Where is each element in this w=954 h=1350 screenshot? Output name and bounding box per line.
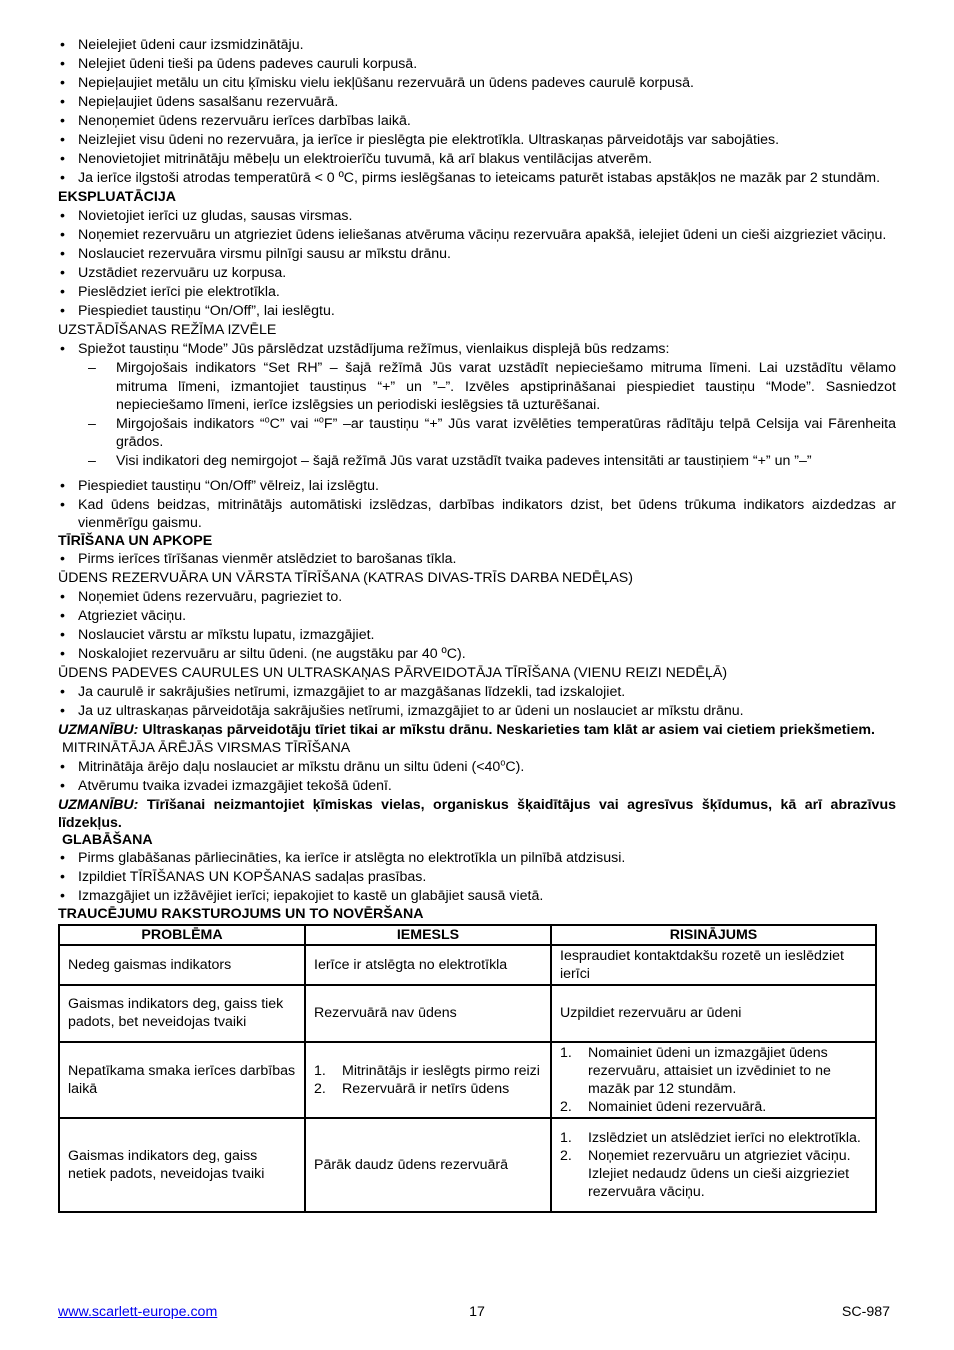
warning-note: UZMANĪBU: Ultraskaņas pārveidotāju tīriet tikai ar mīkstu drānu. Neskarieties tam klāt ar asiem vai cietiem priekšmetiem. [58, 721, 875, 738]
list-item: • Piespiediet taustiņu “On/Off” vēlreiz, lai izslēgtu. [58, 477, 896, 496]
column-header-cause: IEMESLS [305, 925, 551, 945]
list-item: • Neizlejiet visu ūdeni no rezervuāra, ja ierīce ir pieslēgta pie elektrotīkla. Ultraskaņas pārveidotājs var sabojāties. [58, 131, 896, 150]
table-cell: Pārāk daudz ūdens rezervuārā [305, 1118, 551, 1212]
page-number: 17 [469, 1304, 485, 1320]
table-row [59, 1042, 876, 1118]
section-title-mode: UZSTĀDĪŠANAS REŽĪMA IZVĒLE [58, 322, 277, 338]
table-cell [551, 1118, 876, 1212]
subsection-title-reservoir: ŪDENS REZERVUĀRA UN VĀRSTA TĪRĪŠANA (KATRAS DIVAS-TRĪS DARBA NEDĒĻAS) [58, 569, 633, 586]
dash-item: – Mirgojošais indikators “Set RH” – šajā režīmā Jūs varat uzstādīt nepieciešamo mitruma līmeni. Lai uzstādītu vēlamo mitruma līmeni, izmantojiet taustiņus “+” un ”–”. Izvēles apstiprināšanai piespiediet taustiņu “Mode”. Sasniedzot nepieciešamo līmeni, ierīce izslēgsies un periodiski ieslēgsies tā uzturēšanai. [96, 359, 896, 415]
section-title-troubleshooting: TRAUCĒJUMU RAKSTUROJUMS UN TO NOVĒRŠANA [58, 905, 424, 922]
table-header-row [59, 925, 876, 945]
list-item: • Uzstādiet rezervuāru uz korpusa. [58, 264, 896, 283]
section-title-operation: EKSPLUATĀCIJA [58, 189, 176, 205]
list-item: • Nelejiet ūdeni tieši pa ūdens padeves cauruli korpusā. [58, 55, 896, 74]
subsection-title-exterior: MITRINĀTĀJA ĀRĒJĀS VIRSMAS TĪRĪŠANA [58, 739, 351, 756]
numbered-item: 2. Nomainiet ūdeni rezervuārā. [560, 1098, 767, 1115]
numbered-item: 1. Mitrinātājs ir ieslēgts pirmo reizi [314, 1062, 540, 1079]
operation-list [58, 207, 896, 321]
table-row [59, 1118, 876, 1212]
list-item: • Izmazgājiet un izžāvējiet ierīci; iepakojiet to kastē un glabājiet sausā vietā. [58, 887, 896, 906]
list-item: • Spiežot taustiņu “Mode” Jūs pārslēdzat uzstādījuma režīmus, vienlaikus displejā būs redzams: [58, 340, 896, 359]
table-cell [551, 1042, 876, 1118]
list-item: • Kad ūdens beidzas, mitrinātājs automātiski izslēdzas, darbības indikators dzist, bet ūdens trūkuma indikators aizdedzas ar vienmērīgu gaismu. [58, 496, 896, 533]
list-item: • Pieslēdziet ierīci pie elektrotīkla. [58, 283, 896, 302]
list-item: • Mitrinātāja ārējo daļu noslauciet ar mīkstu drānu un siltu ūdeni $(<40^oC)$. [58, 758, 896, 777]
list-item: • Ja ierīce ilgstoši atrodas temperatūrā < 0 ºC, pirms ieslēgšanas to ieteicams paturēt istabas apstākļos ne mazāk par 2 stundām. [58, 169, 896, 188]
table-cell: Iespraudiet kontaktdakšu rozetē un ieslēdziet ierīci [551, 945, 876, 985]
table-cell: Ierīce ir atslēgta no elektrotīkla [305, 945, 551, 985]
table-row [59, 945, 876, 985]
exterior-cleaning-list [58, 758, 896, 796]
model-number: SC-987 [841, 1304, 890, 1320]
list-item: • Izpildiet TĪRĪŠANAS UN KOPŠANAS sadaļas prasības. [58, 868, 896, 887]
numbered-item: 2. Rezervuārā ir netīrs ūdens [314, 1080, 510, 1097]
warning-note: UZMANĪBU: Tīrīšanai neizmantojiet ķīmiskas vielas, organiskus šķaidītājus vai agresīvus šķīdumus, kā arī abrazīvus līdzekļus. [58, 796, 896, 831]
numbered-item: 1. Izslēdziet un atslēdziet ierīci no elektrotīkla. [560, 1129, 861, 1146]
table-cell: Uzpildiet rezervuāru ar ūdeni [551, 985, 876, 1042]
list-item: • Noņemiet ūdens rezervuāru, pagrieziet to. [58, 588, 896, 607]
dash-item: – Visi indikatori deg nemirgojot – šajā režīmā Jūs varat uzstādīt tvaika padeves intensitāti ar taustiņiem “+” un ”–” [96, 452, 896, 471]
list-item: • Nenovietojiet mitrinātāju mēbeļu un elektroierīču tuvumā, kā arī blakus ventilācijas atverēm. [58, 150, 896, 169]
website-link[interactable]: www.scarlett-europe.com [58, 1304, 218, 1320]
page-content [58, 36, 896, 1213]
numbered-item: 1. Nomainiet ūdeni un izmazgājiet ūdens rezervuāru, attaisiet un izvēdiniet to ne mazāk par 12 stundām. [560, 1044, 831, 1097]
numbered-item: 2. Noņemiet rezervuāru un atgrieziet vāciņu. Izlejiet nedaudz ūdens un cieši aizgrieziet rezervuāra vāciņu. [560, 1147, 851, 1200]
list-item: • Nepieļaujiet ūdens sasalšanu rezervuārā. [58, 93, 896, 112]
precautions-list [58, 36, 896, 188]
page-footer [58, 1304, 896, 1322]
list-item: • Nenoņemiet ūdens rezervuāru ierīces darbības laikā. [58, 112, 896, 131]
table-row [59, 985, 876, 1042]
table-cell: Nepatīkama smaka ierīces darbības laikā [59, 1042, 305, 1118]
table-cell [305, 1042, 551, 1118]
reservoir-cleaning-list [58, 588, 896, 664]
storage-list [58, 849, 896, 906]
pipe-cleaning-list [58, 683, 896, 721]
list-item: • Pirms ierīces tīrīšanas vienmēr atslēdziet to barošanas tīkla. [58, 550, 896, 569]
list-item: • Ja caurulē ir sakrājušies netīrumi, izmazgājiet to ar mazgāšanas līdzekli, tad izskalojiet. [58, 683, 896, 702]
mode-after-list [58, 477, 896, 533]
list-item: • Atgrieziet vāciņu. [58, 607, 896, 626]
list-item: • Piespiediet taustiņu “On/Off”, lai ieslēgtu. [58, 302, 896, 321]
troubleshooting-table [58, 924, 877, 1213]
table-cell: Gaismas indikators deg, gaiss netiek padots, neveidojas tvaiki [59, 1118, 305, 1212]
list-item: • Noņemiet rezervuāru un atgrieziet ūdens ieliešanas atvēruma vāciņu rezervuāra apakšā, ielejiet ūdeni un cieši aizgrieziet vāciņu. [58, 226, 896, 245]
list-item: • Neielejiet ūdeni caur izsmidzinātāju. [58, 36, 896, 55]
mode-dash-list [58, 359, 896, 471]
table-cell: Nedeg gaismas indikators [59, 945, 305, 985]
subsection-title-pipe: ŪDENS PADEVES CAURULES UN ULTRASKAŅAS PĀRVEIDOTĀJA TĪRĪŠANA (VIENU REIZI NEDĒĻĀ) [58, 664, 728, 681]
column-header-solution: RISINĀJUMS [551, 925, 876, 945]
table-cell: Gaismas indikators deg, gaiss tiek padots, bet neveidojas tvaiki [59, 985, 305, 1042]
list-item: • Noslauciet rezervuāra virsmu pilnīgi sausu ar mīkstu drānu. [58, 245, 896, 264]
list-item: • Pirms glabāšanas pārliecināties, ka ierīce ir atslēgta no elektrotīkla un pilnībā atdzisusi. [58, 849, 896, 868]
cleaning-list [58, 550, 896, 569]
mode-list [58, 340, 896, 359]
table-cell: Rezervuārā nav ūdens [305, 985, 551, 1042]
list-item: • Nepieļaujiet metālu un citu ķīmisku vielu iekļūšanu rezervuārā un ūdens padeves caurulē korpusā. [58, 74, 896, 93]
list-item: • Atvērumu tvaika izvadei izmazgājiet tekošā ūdenī. [58, 777, 896, 796]
dash-item: – Mirgojošais indikators “$^o$C” vai “$^o$F” –ar taustiņu “+” Jūs varat izvēlēties temperatūras rādītāju telpā Celsija vai Fārenheita grādos. [96, 415, 896, 452]
list-item: • Ja uz ultraskaņas pārveidotāja sakrājušies netīrumi, izmazgājiet to ar ūdeni un noslauciet ar mīkstu drānu. [58, 702, 896, 721]
section-title-cleaning: TĪRĪŠANA UN APKOPE [58, 532, 213, 549]
section-title-storage: GLABĀŠANA [58, 831, 153, 848]
list-item: • Novietojiet ierīci uz gludas, sausas virsmas. [58, 207, 896, 226]
list-item: • Noslauciet vārstu ar mīkstu lupatu, izmazgājiet. [58, 626, 896, 645]
column-header-problem: PROBLĒMA [59, 925, 305, 945]
list-item: • Noskalojiet rezervuāru ar siltu ūdeni. (ne augstāku par 40 ºC). [58, 645, 896, 664]
